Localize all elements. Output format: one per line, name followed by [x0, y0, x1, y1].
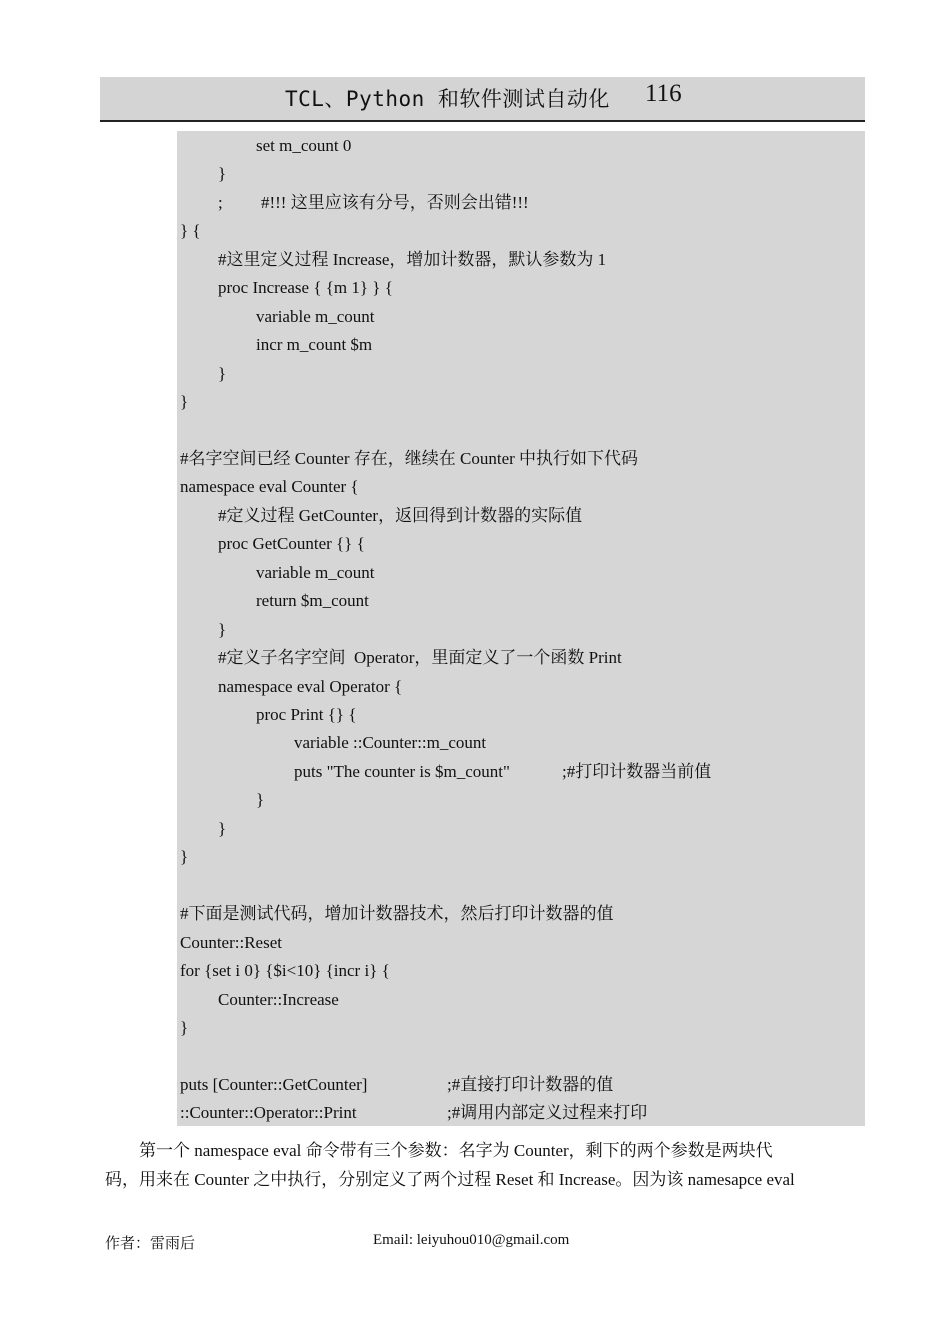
code-line: }	[180, 847, 189, 867]
code-line: }	[218, 619, 227, 639]
code-line: }	[218, 818, 227, 838]
code-line: puts "The counter is $m_count"	[294, 761, 510, 781]
code-line: }	[256, 790, 265, 810]
code-comment: ;#直接打印计数器的值	[447, 1074, 614, 1094]
code-line: #名字空间已经 Counter 存在，继续在 Counter 中执行如下代码	[180, 448, 639, 468]
code-line: proc GetCounter {} {	[218, 534, 365, 554]
code-line: }	[218, 363, 227, 383]
code-line: #这里定义过程 Increase，增加计数器，默认参数为 1	[218, 249, 607, 269]
footer-author: 作者：雷雨后	[105, 1236, 196, 1252]
code-line: namespace eval Operator {	[218, 676, 403, 696]
code-line: proc Increase { {m 1} } {	[218, 278, 393, 298]
code-line: #定义子名字空间 Operator，里面定义了一个函数 Print	[218, 648, 622, 668]
code-line: #定义过程 GetCounter，返回得到计数器的实际值	[218, 505, 583, 525]
page-number: 116	[645, 80, 682, 107]
code-line: namespace eval Counter {	[180, 477, 359, 497]
code-line: #下面是测试代码，增加计数器技术，然后打印计数器的值	[180, 904, 614, 924]
code-line: }	[180, 392, 189, 412]
code-line: } {	[180, 221, 201, 241]
code-line: Counter::Increase	[218, 989, 339, 1009]
code-line: }	[180, 1017, 189, 1037]
code-line: variable m_count	[256, 306, 375, 326]
body-paragraph-line-2: 码，用来在 Counter 之中执行，分别定义了两个过程 Reset 和 Increase。因为该 namesapce eval	[105, 1170, 795, 1189]
code-comment: ;#调用内部定义过程来打印	[447, 1103, 648, 1123]
code-line: variable m_count	[256, 562, 375, 582]
book-title: TCL、Python 和软件测试自动化	[285, 87, 610, 111]
code-line: incr m_count $m	[256, 335, 373, 355]
body-paragraph-line-1: 第一个 namespace eval 命令带有三个参数：名字为 Counter，剩下的两个参数是两块代	[105, 1141, 773, 1160]
code-line: set m_count 0	[256, 136, 352, 155]
footer-email: Email: leiyuhou010@gmail.com	[373, 1232, 570, 1248]
code-line: }	[218, 164, 227, 184]
code-line: variable ::Counter::m_count	[294, 733, 487, 753]
code-line: ; #!!! 这里应该有分号，否则会出错!!!	[218, 192, 529, 212]
code-line: for {set i 0} {$i<10} {incr i} {	[180, 961, 390, 981]
code-block	[177, 131, 865, 1126]
code-line: Counter::Reset	[180, 932, 282, 952]
code-line: return $m_count	[256, 591, 369, 611]
code-line: ::Counter::Operator::Print	[180, 1103, 357, 1123]
code-line: proc Print {} {	[256, 705, 357, 724]
code-line: puts [Counter::GetCounter]	[180, 1074, 368, 1094]
code-comment: ;#打印计数器当前值	[562, 761, 712, 781]
page-header	[100, 77, 865, 122]
